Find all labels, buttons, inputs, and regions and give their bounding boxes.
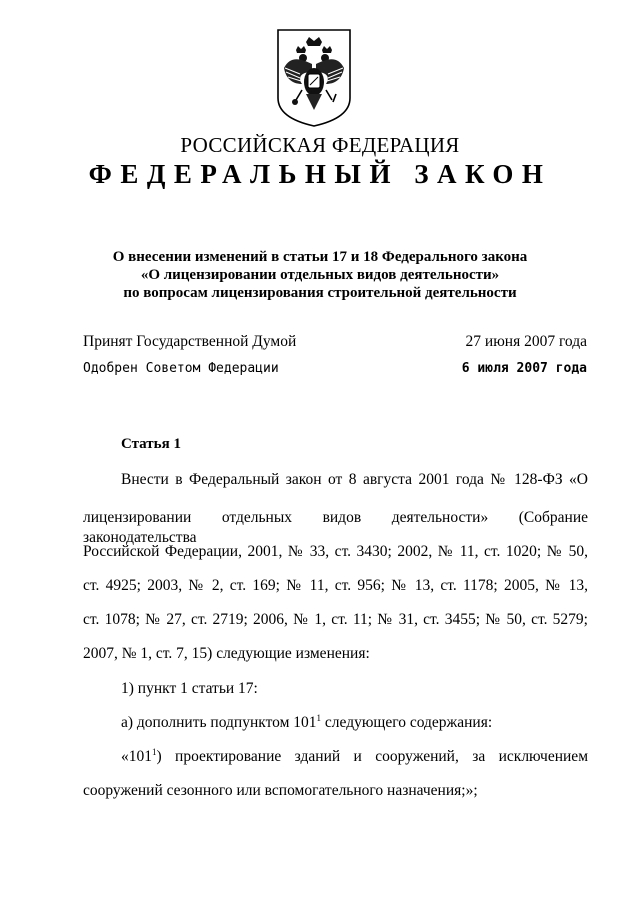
article-paragraph-line: ст. 1078; № 27, ст. 2719; 2006, № 1, ст. 11; № 31, ст. 3455; № 50, ст. 5279; (83, 611, 588, 628)
country-heading: РОССИЙСКАЯ ФЕДЕРАЦИЯ (180, 133, 460, 157)
quoted-provision-superscript: 1 (152, 746, 157, 757)
law-title-line: «О лицензировании отдельных видов деятельности» (140, 267, 500, 283)
council-approval-date: 6 июля 2007 года (461, 361, 587, 376)
article-paragraph-line: лицензировании отдельных видов деятельности» (Собрание законодательства (83, 509, 588, 546)
law-title-line: О внесении изменений в статьи 17 и 18 Федерального закона (112, 249, 528, 265)
duma-adoption-label: Принят Государственной Думой (83, 333, 297, 350)
amendment-subitem-a (121, 713, 588, 733)
amendment-item-1: 1) пункт 1 статьи 17: (121, 680, 258, 697)
article-heading: Статья 1 (121, 436, 181, 452)
quoted-provision-line-2: сооружений сезонного или вспомогательного назначения;»; (83, 782, 478, 799)
article-paragraph-line: Российской Федерации, 2001, № 33, ст. 3430; 2002, № 11, ст. 1020; № 50, (83, 543, 588, 560)
coat-of-arms-emblem (276, 28, 352, 128)
duma-adoption-date: 27 июня 2007 года (465, 333, 587, 350)
article-paragraph-line: Внести в Федеральный закон от 8 августа 2001 года № 128-ФЗ «О (121, 471, 588, 488)
law-title (80, 248, 560, 302)
subitem-a-text-end: следующего содержания: (321, 714, 493, 731)
document-type-heading: ФЕДЕРАЛЬНЫЙ ЗАКОН (88, 159, 552, 189)
quoted-provision-number: «101 (121, 748, 152, 765)
subitem-a-text: а) дополнить подпунктом 101 (121, 714, 317, 731)
quoted-provision-text: ) проектирование зданий и сооружений, за исключением (156, 748, 588, 765)
council-approval-label: Одобрен Советом Федерации (83, 361, 279, 376)
article-paragraph-line: 2007, № 1, ст. 7, 15) следующие изменения: (83, 645, 370, 662)
subitem-a-superscript: 1 (316, 712, 322, 723)
quoted-provision-line (121, 747, 588, 767)
article-paragraph-line: ст. 4925; 2003, № 2, ст. 169; № 11, ст. 956; № 13, ст. 1178; 2005, № 13, (83, 577, 588, 594)
law-title-line: по вопросам лицензирования строительной деятельности (123, 285, 517, 301)
